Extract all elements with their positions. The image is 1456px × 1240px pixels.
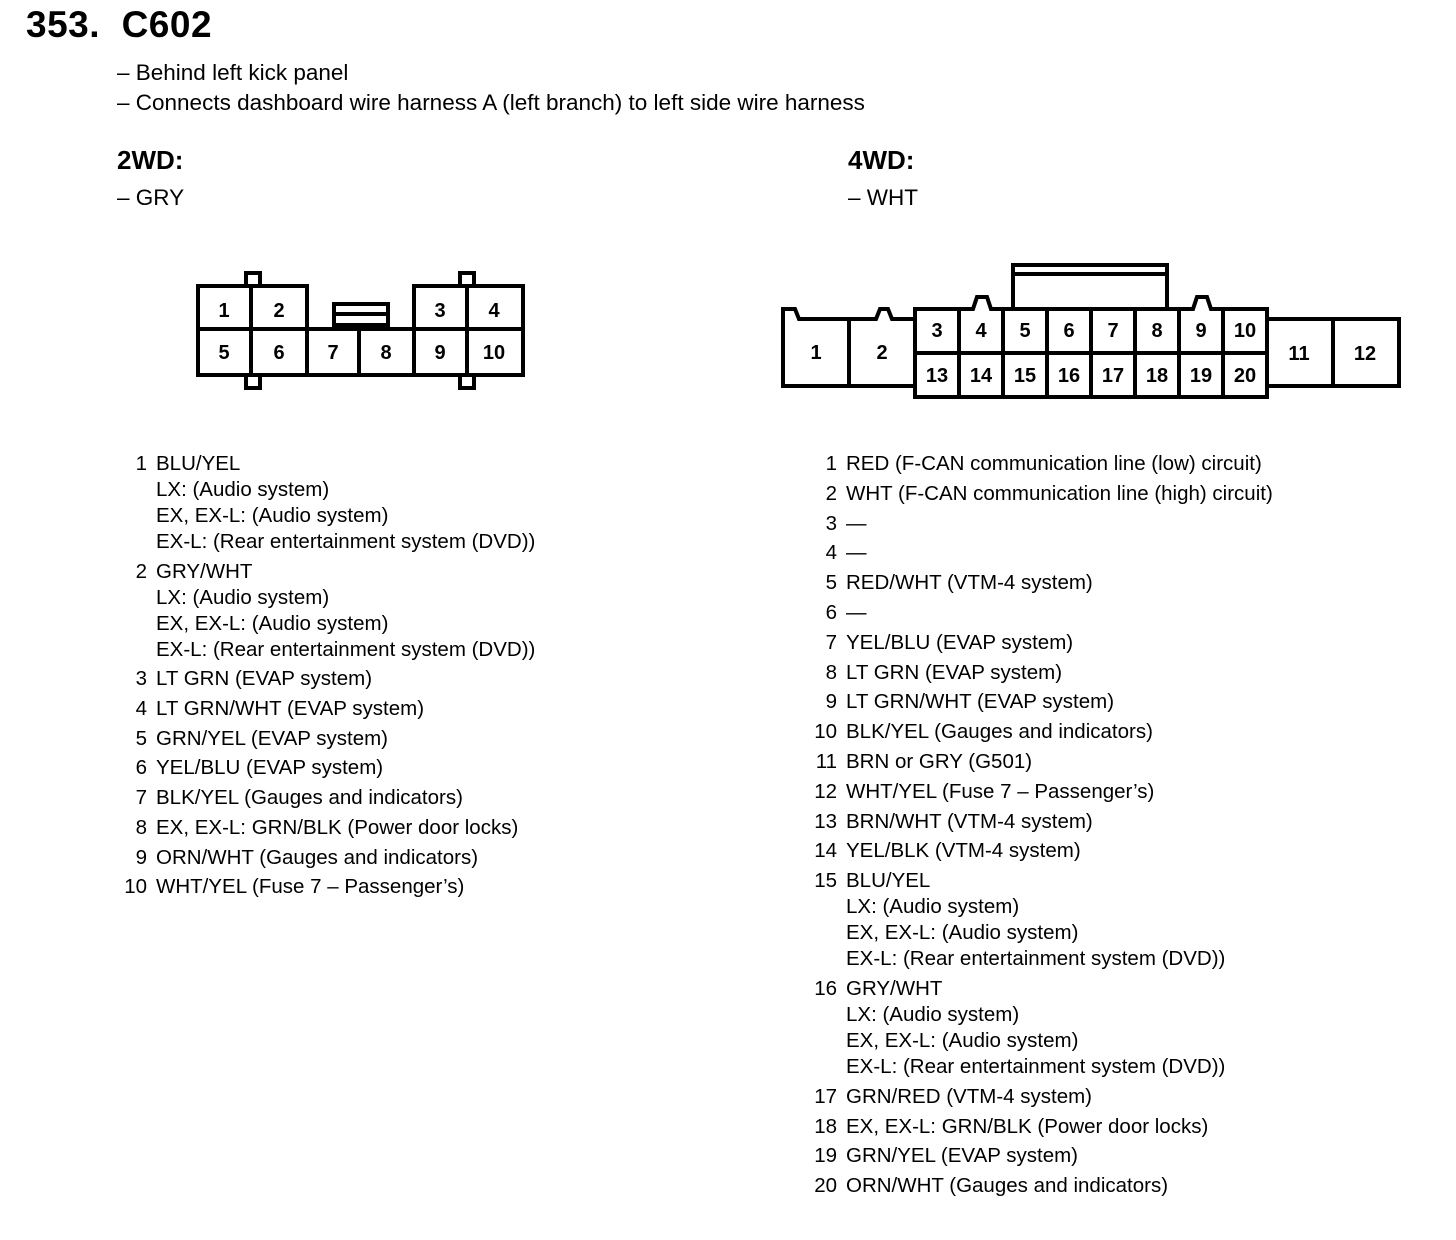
pin-number: 5 xyxy=(825,571,837,595)
wire-color: ORN/WHT (Gauges and indicators) xyxy=(846,1174,1169,1198)
pin-entry xyxy=(811,689,1273,715)
pin-number: 8 xyxy=(825,660,837,684)
pin-number: 9 xyxy=(825,690,837,714)
pin-number: 19 xyxy=(814,1144,837,1168)
pin-description xyxy=(846,570,1093,596)
wire-color: BRN/WHT (VTM-4 system) xyxy=(846,809,1093,833)
cavity-label: 8 xyxy=(1151,320,1163,342)
wire-usage: LX: (Audio system) xyxy=(156,478,330,501)
pin-entry xyxy=(811,1143,1273,1169)
cavity-label: 10 xyxy=(482,342,506,364)
pin-description xyxy=(846,809,1093,835)
cavity-label: 17 xyxy=(1101,365,1125,387)
wire-color: EX, EX-L: GRN/BLK (Power door locks) xyxy=(156,815,519,839)
pin-entry xyxy=(811,1173,1273,1199)
pin-entry xyxy=(811,600,1273,626)
pin-entry xyxy=(811,1114,1273,1140)
cavity-label: 12 xyxy=(1353,343,1377,365)
pin-entry xyxy=(123,755,535,781)
cavity-label: 20 xyxy=(1233,365,1257,387)
pin-entry xyxy=(811,481,1273,507)
pin-description xyxy=(846,749,1032,775)
cavity-label: 7 xyxy=(327,342,339,364)
pin-description xyxy=(846,600,867,626)
cavity-label: 5 xyxy=(1019,320,1031,342)
cavity-label: 2 xyxy=(876,342,888,364)
pin-list-4wd xyxy=(811,451,1273,1203)
pin-number: 4 xyxy=(135,697,147,721)
cavity-label: 18 xyxy=(1145,365,1169,387)
pin-description xyxy=(156,755,383,781)
pin-number: 12 xyxy=(814,779,837,803)
pin-description xyxy=(846,630,1073,656)
pin-description xyxy=(846,1084,1092,1110)
wire-color: LT GRN/WHT (EVAP system) xyxy=(156,697,425,721)
pin-number: 3 xyxy=(135,667,147,691)
wire-color: RED/WHT (VTM-4 system) xyxy=(846,571,1093,595)
right-connector-color: – WHT xyxy=(848,185,918,210)
pin-description xyxy=(846,779,1154,805)
wire-color: GRY/WHT xyxy=(156,559,253,583)
cavity-label: 2 xyxy=(273,300,285,322)
pin-number: 9 xyxy=(135,845,147,869)
cavity-label: 9 xyxy=(434,342,446,364)
cavity-label: 1 xyxy=(810,342,822,364)
wire-color: BLK/YEL (Gauges and indicators) xyxy=(156,786,463,810)
pin-number: 1 xyxy=(825,452,837,475)
pin-entry xyxy=(123,559,535,663)
wire-color: LT GRN/WHT (EVAP system) xyxy=(846,690,1115,714)
pin-number: 17 xyxy=(814,1084,837,1108)
pin-description xyxy=(846,719,1153,745)
location-note: – Behind left kick panel xyxy=(117,60,349,85)
pin-description xyxy=(156,726,388,752)
wire-color: — xyxy=(846,600,867,624)
pin-number: 16 xyxy=(814,976,837,1000)
cavity-label: 14 xyxy=(969,365,993,387)
pin-entry xyxy=(123,815,535,841)
wire-usage: LX: (Audio system) xyxy=(846,1002,1020,1026)
wire-color: YEL/BLU (EVAP system) xyxy=(156,756,384,780)
wire-usage: EX, EX-L: (Audio system) xyxy=(156,504,389,527)
wire-color: WHT (F-CAN communication line (high) circuit) xyxy=(846,481,1273,505)
pin-description xyxy=(846,1114,1208,1140)
pin-description xyxy=(156,451,535,555)
pin-description xyxy=(156,666,372,692)
pin-list-2wd xyxy=(123,451,535,904)
pin-entry xyxy=(123,785,535,811)
wire-usage: EX, EX-L: (Audio system) xyxy=(156,611,389,635)
page-title: 353. C602 xyxy=(26,4,213,45)
pin-number: 3 xyxy=(825,511,837,535)
pin-description xyxy=(846,540,867,566)
cavity-label: 19 xyxy=(1189,365,1213,387)
pin-description xyxy=(846,976,1225,1080)
pin-number: 20 xyxy=(814,1174,837,1198)
cavity-label: 15 xyxy=(1013,365,1037,387)
pin-number: 10 xyxy=(124,875,147,899)
pin-number: 6 xyxy=(825,600,837,624)
pin-entry xyxy=(811,660,1273,686)
cavity-label: 6 xyxy=(273,342,285,364)
right-heading: 4WD: xyxy=(848,145,915,175)
pin-description xyxy=(846,481,1273,507)
pin-entry xyxy=(123,696,535,722)
connector-4wd-diagram xyxy=(783,265,1399,397)
wire-color: LT GRN (EVAP system) xyxy=(156,667,373,691)
cavity-label: 3 xyxy=(931,320,943,342)
pin-entry xyxy=(811,719,1273,745)
pin-description xyxy=(156,845,478,871)
pin-number: 14 xyxy=(814,839,837,863)
wire-usage: EX-L: (Rear entertainment system (DVD)) xyxy=(156,530,536,553)
pin-number: 2 xyxy=(135,559,147,583)
pin-entry xyxy=(123,845,535,871)
wire-usage: EX, EX-L: (Audio system) xyxy=(846,1028,1079,1052)
pin-number: 8 xyxy=(135,815,147,839)
pin-entry xyxy=(811,749,1273,775)
wire-color: RED (F-CAN communication line (low) circuit) xyxy=(846,452,1262,475)
pin-entry xyxy=(811,838,1273,864)
pin-number: 7 xyxy=(825,630,837,654)
wire-color: BLK/YEL (Gauges and indicators) xyxy=(846,720,1153,744)
pin-description xyxy=(846,511,867,537)
pin-description xyxy=(846,868,1225,972)
pin-number: 2 xyxy=(825,481,837,505)
pin-entry xyxy=(123,666,535,692)
pin-number: 6 xyxy=(135,756,147,780)
cavity-label: 3 xyxy=(434,300,446,322)
wire-color: ORN/WHT (Gauges and indicators) xyxy=(156,845,479,869)
cavity-label: 8 xyxy=(380,342,392,364)
pin-entry xyxy=(123,874,535,900)
wire-color: YEL/BLK (VTM-4 system) xyxy=(846,839,1081,863)
wire-color: GRN/YEL (EVAP system) xyxy=(846,1144,1079,1168)
pin-number: 18 xyxy=(814,1114,837,1138)
cavity-label: 6 xyxy=(1063,320,1075,342)
pin-description xyxy=(156,559,535,663)
pin-description xyxy=(846,660,1062,686)
wire-color: WHT/YEL (Fuse 7 – Passenger’s) xyxy=(846,779,1155,803)
pin-entry xyxy=(811,630,1273,656)
pin-entry xyxy=(123,726,535,752)
wire-color: GRY/WHT xyxy=(846,976,943,1000)
cavity-label: 1 xyxy=(218,300,230,322)
pin-entry xyxy=(811,976,1273,1080)
pin-entry xyxy=(811,540,1273,566)
connector-2wd-diagram xyxy=(198,273,523,388)
pin-number: 11 xyxy=(815,749,837,773)
cavity-label: 10 xyxy=(1233,320,1257,342)
pin-description xyxy=(846,451,1262,477)
pin-number: 4 xyxy=(825,541,837,565)
wire-color: — xyxy=(846,511,867,535)
wire-color: BLU/YEL xyxy=(846,869,931,893)
connection-note: – Connects dashboard wire harness A (left branch) to left side wire harness xyxy=(117,90,865,115)
wire-color: EX, EX-L: GRN/BLK (Power door locks) xyxy=(846,1114,1209,1138)
cavity-label: 4 xyxy=(975,320,987,342)
pin-description xyxy=(846,838,1081,864)
pin-number: 15 xyxy=(814,869,837,893)
pin-description xyxy=(846,1143,1078,1169)
pin-number: 7 xyxy=(135,786,147,810)
pin-description xyxy=(156,815,518,841)
pin-entry xyxy=(811,570,1273,596)
cavity-label: 9 xyxy=(1195,320,1207,342)
pin-entry xyxy=(123,451,535,555)
wire-color: GRN/YEL (EVAP system) xyxy=(156,726,389,750)
wire-usage: LX: (Audio system) xyxy=(156,585,330,609)
cavity-label: 5 xyxy=(218,342,230,364)
wire-usage: EX-L: (Rear entertainment system (DVD)) xyxy=(846,1054,1226,1078)
pin-number: 13 xyxy=(814,809,837,833)
wire-color: WHT/YEL (Fuse 7 – Passenger’s) xyxy=(156,875,465,899)
pin-entry xyxy=(811,779,1273,805)
pin-description xyxy=(156,785,463,811)
wire-usage: EX-L: (Rear entertainment system (DVD)) xyxy=(156,637,536,661)
pin-entry xyxy=(811,809,1273,835)
wire-usage: LX: (Audio system) xyxy=(846,895,1020,919)
cavity-label: 4 xyxy=(488,300,500,322)
left-heading: 2WD: xyxy=(117,145,184,175)
wire-color: LT GRN (EVAP system) xyxy=(846,660,1063,684)
wire-color: BRN or GRY (G501) xyxy=(846,749,1033,773)
wire-color: — xyxy=(846,541,867,565)
pin-entry xyxy=(811,1084,1273,1110)
cavity-label: 7 xyxy=(1107,320,1119,342)
pin-description xyxy=(846,689,1114,715)
wire-color: YEL/BLU (EVAP system) xyxy=(846,630,1074,654)
wire-usage: EX, EX-L: (Audio system) xyxy=(846,921,1079,945)
wire-usage: EX-L: (Rear entertainment system (DVD)) xyxy=(846,947,1226,971)
pin-description xyxy=(846,1173,1168,1199)
cavity-label: 11 xyxy=(1288,343,1310,365)
pin-number: 10 xyxy=(814,720,837,744)
left-connector-color: – GRY xyxy=(117,185,185,210)
pin-entry xyxy=(811,511,1273,537)
pin-entry xyxy=(811,868,1273,972)
cavity-label: 13 xyxy=(925,365,949,387)
wire-color: GRN/RED (VTM-4 system) xyxy=(846,1084,1092,1108)
cavity-label: 16 xyxy=(1057,365,1081,387)
pin-description xyxy=(156,874,464,900)
wire-color: BLU/YEL xyxy=(156,452,241,475)
pin-description xyxy=(156,696,424,722)
pin-number: 5 xyxy=(135,726,147,750)
pin-entry xyxy=(811,451,1273,477)
pin-number: 1 xyxy=(135,452,147,475)
